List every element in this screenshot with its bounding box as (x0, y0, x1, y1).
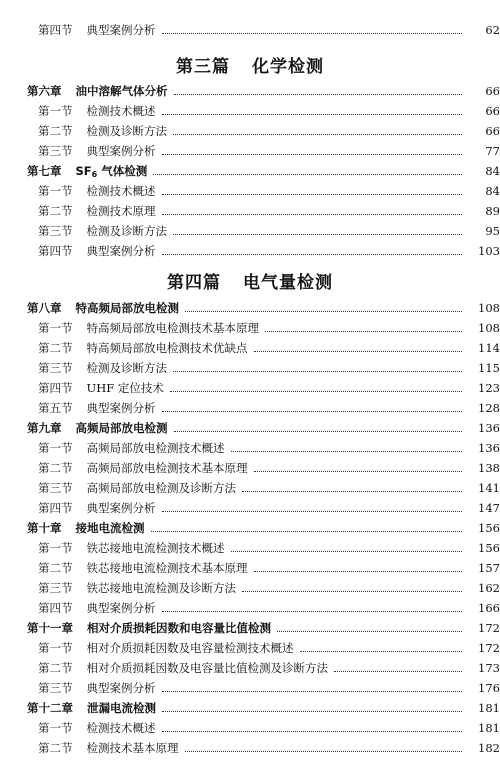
dot-leader (162, 153, 463, 155)
toc-section-row[interactable] (0, 478, 500, 498)
section-title: 检测技术基本原理 (86, 741, 179, 755)
chapter-title: 高频局部放电检测 (75, 421, 168, 435)
section-title: 高频局部放电检测及诊断方法 (86, 481, 236, 495)
dot-leader (162, 510, 463, 512)
dot-leader (254, 350, 463, 352)
section-title: 铁芯接地电流检测及诊断方法 (86, 581, 236, 595)
dot-leader (162, 113, 463, 115)
dot-leader (242, 590, 462, 592)
page-number: 66 (485, 104, 500, 118)
page-number: 157 (478, 561, 500, 575)
page-number: 162 (478, 581, 500, 595)
section-number: 第四节 (38, 501, 73, 515)
section-number: 第一节 (38, 321, 73, 335)
dot-leader (174, 93, 463, 95)
dot-leader (231, 450, 463, 452)
section-title: 高频局部放电检测技术概述 (86, 441, 225, 455)
page-number: 77 (485, 144, 500, 158)
part-heading (0, 52, 500, 77)
toc-chapter-row[interactable] (0, 81, 500, 101)
section-title: 特高频局部放电检测技术基本原理 (86, 321, 259, 335)
dot-leader (242, 490, 462, 492)
section-title: 检测及诊断方法 (86, 224, 167, 238)
section-number: 第二节 (38, 741, 73, 755)
toc-section-row[interactable] (0, 458, 500, 478)
dot-leader (185, 750, 463, 752)
page-number: 166 (478, 601, 500, 615)
section-title: 相对介质损耗因数及电容量检测技术概述 (86, 641, 294, 655)
section-title: 典型案例分析 (86, 144, 156, 158)
chapter-title: 油中溶解气体分析 (75, 84, 168, 98)
chapter-title-subscript: 6 (91, 170, 98, 179)
section-number: 第二节 (38, 561, 73, 575)
section-title: 特高频局部放电检测技术优缺点 (86, 341, 248, 355)
dot-leader (173, 233, 462, 235)
dot-leader (162, 213, 463, 215)
section-number: 第一节 (38, 104, 73, 118)
section-number: 第四节 (38, 381, 73, 395)
dot-leader (153, 173, 462, 175)
chapter-number: 第十二章 (27, 701, 73, 715)
page-number: 172 (478, 641, 500, 655)
page-number: 138 (478, 461, 500, 475)
dot-leader (185, 310, 462, 312)
page-number: 181 (478, 701, 500, 715)
page-number: 89 (485, 204, 500, 218)
dot-leader (277, 630, 462, 632)
page-number: 66 (485, 124, 500, 138)
dot-leader (162, 690, 463, 692)
section-number: 第三节 (38, 481, 73, 495)
section-number: 第四节 (38, 23, 73, 37)
page-number: 147 (478, 501, 500, 515)
section-title: 典型案例分析 (86, 244, 156, 258)
section-title: UHF 定位技术 (86, 381, 164, 395)
page-number: 173 (478, 661, 500, 675)
section-number: 第二节 (38, 124, 73, 138)
toc-chapter-row[interactable] (0, 698, 500, 718)
chapter-title-suffix: 气体检测 (97, 164, 148, 178)
toc-section-row[interactable] (0, 738, 500, 758)
section-title: 典型案例分析 (86, 401, 156, 415)
section-number: 第三节 (38, 224, 73, 238)
toc-section-row[interactable] (0, 678, 500, 698)
chapter-title-prefix: SF (75, 164, 92, 178)
section-number: 第一节 (38, 641, 73, 655)
page-number: 128 (478, 401, 500, 415)
page-number: 103 (478, 244, 500, 258)
toc-chapter-row[interactable] (0, 618, 500, 638)
section-number: 第二节 (38, 661, 73, 675)
page-number: 114 (478, 341, 500, 355)
section-title: 典型案例分析 (86, 601, 156, 615)
section-number: 第三节 (38, 681, 73, 695)
dot-leader (300, 650, 463, 652)
page-number: 156 (478, 521, 500, 535)
section-title: 典型案例分析 (86, 501, 156, 515)
section-number: 第一节 (38, 721, 73, 735)
page-number: 176 (478, 681, 500, 695)
section-title: 铁芯接地电流检测技术概述 (86, 541, 225, 555)
section-title: 检测技术概述 (86, 184, 156, 198)
toc-section-row[interactable] (0, 221, 500, 241)
toc-section-row[interactable] (0, 358, 500, 378)
toc-section-row[interactable] (0, 558, 500, 578)
section-number: 第四节 (38, 244, 73, 258)
section-number: 第二节 (38, 461, 73, 475)
page-number: 95 (485, 224, 500, 238)
toc-section-row[interactable] (0, 598, 500, 618)
chapter-title: 接地电流检测 (75, 521, 145, 535)
toc-section-row[interactable] (0, 141, 500, 161)
toc-section-row[interactable] (0, 101, 500, 121)
page-number: 182 (478, 741, 500, 755)
page-number: 136 (478, 421, 500, 435)
section-title: 检测技术概述 (86, 104, 156, 118)
part-number: 第四篇 (167, 273, 221, 293)
dot-leader (162, 610, 463, 612)
section-title: 相对介质损耗因数及电容量比值检测及诊断方法 (86, 661, 328, 675)
section-title: 检测及诊断方法 (86, 361, 167, 375)
chapter-number: 第九章 (27, 421, 62, 435)
dot-leader (162, 710, 462, 712)
section-number: 第三节 (38, 581, 73, 595)
section-title: 铁芯接地电流检测技术基本原理 (86, 561, 248, 575)
dot-leader (162, 730, 463, 732)
toc-chapter-row[interactable] (0, 298, 500, 318)
toc-section-row[interactable] (0, 181, 500, 201)
toc-chapter-row[interactable] (0, 418, 500, 438)
section-number: 第二节 (38, 341, 73, 355)
page-number: 172 (478, 621, 500, 635)
page-number: 62 (485, 23, 500, 37)
toc-chapter-row[interactable] (0, 518, 500, 538)
dot-leader (265, 330, 462, 332)
page-number: 66 (485, 84, 500, 98)
toc-chapter-row[interactable] (0, 161, 500, 181)
part-number: 第三篇 (176, 57, 230, 77)
dot-leader (170, 390, 462, 392)
section-title: 典型案例分析 (86, 681, 156, 695)
page-number: 108 (478, 321, 500, 335)
dot-leader (254, 570, 463, 572)
page-number: 115 (478, 361, 500, 375)
section-number: 第三节 (38, 361, 73, 375)
section-title: 检测技术原理 (86, 204, 156, 218)
dot-leader (151, 530, 463, 532)
toc-section-row[interactable] (0, 438, 500, 458)
section-title: 高频局部放电检测技术基本原理 (86, 461, 248, 475)
page-number: 84 (485, 184, 500, 198)
section-number: 第五节 (38, 401, 73, 415)
chapter-number: 第六章 (27, 84, 62, 98)
toc-section-row[interactable] (0, 398, 500, 418)
section-title: 检测及诊断方法 (86, 124, 167, 138)
dot-leader (334, 670, 462, 672)
section-number: 第一节 (38, 184, 73, 198)
toc-section-row[interactable] (0, 378, 500, 398)
chapter-number: 第七章 (27, 164, 62, 178)
dot-leader (173, 370, 462, 372)
dot-leader (174, 430, 463, 432)
chapter-number: 第八章 (27, 301, 62, 315)
toc-section-row[interactable] (0, 318, 500, 338)
page-number: 108 (478, 301, 500, 315)
page-number: 156 (478, 541, 500, 555)
page-number: 136 (478, 441, 500, 455)
section-number: 第二节 (38, 204, 73, 218)
chapter-title (76, 163, 148, 179)
section-number: 第四节 (38, 601, 73, 615)
page-number: 141 (478, 481, 500, 495)
chapter-number: 第十一章 (27, 621, 73, 635)
section-number: 第三节 (38, 144, 73, 158)
dot-leader (162, 32, 463, 34)
toc-section-row[interactable] (0, 20, 500, 40)
toc-section-row[interactable] (0, 538, 500, 558)
chapter-number: 第十章 (27, 521, 62, 535)
toc-section-row[interactable] (0, 638, 500, 658)
toc-section-row[interactable] (0, 658, 500, 678)
dot-leader (162, 253, 463, 255)
section-title: 典型案例分析 (86, 23, 156, 37)
section-number: 第一节 (38, 441, 73, 455)
chapter-title: 特高频局部放电检测 (75, 301, 179, 315)
dot-leader (231, 550, 463, 552)
toc-section-row[interactable] (0, 201, 500, 221)
dot-leader (162, 193, 463, 195)
dot-leader (254, 470, 463, 472)
part-heading (0, 268, 500, 293)
toc-section-row[interactable] (0, 498, 500, 518)
toc-section-row[interactable] (0, 578, 500, 598)
dot-leader (162, 410, 463, 412)
toc-section-row[interactable] (0, 241, 500, 261)
chapter-title: 泄漏电流检测 (87, 701, 156, 715)
toc-section-row[interactable] (0, 338, 500, 358)
page-number: 84 (485, 164, 500, 178)
part-title: 化学检测 (252, 57, 324, 77)
section-number: 第一节 (38, 541, 73, 555)
dot-leader (173, 133, 462, 135)
page-number: 123 (478, 381, 500, 395)
part-title: 电气量检测 (243, 273, 333, 293)
section-title: 检测技术概述 (86, 721, 156, 735)
toc-section-row[interactable] (0, 121, 500, 141)
chapter-title: 相对介质损耗因数和电容量比值检测 (87, 621, 271, 635)
toc-section-row[interactable] (0, 718, 500, 738)
page-number: 181 (478, 721, 500, 735)
